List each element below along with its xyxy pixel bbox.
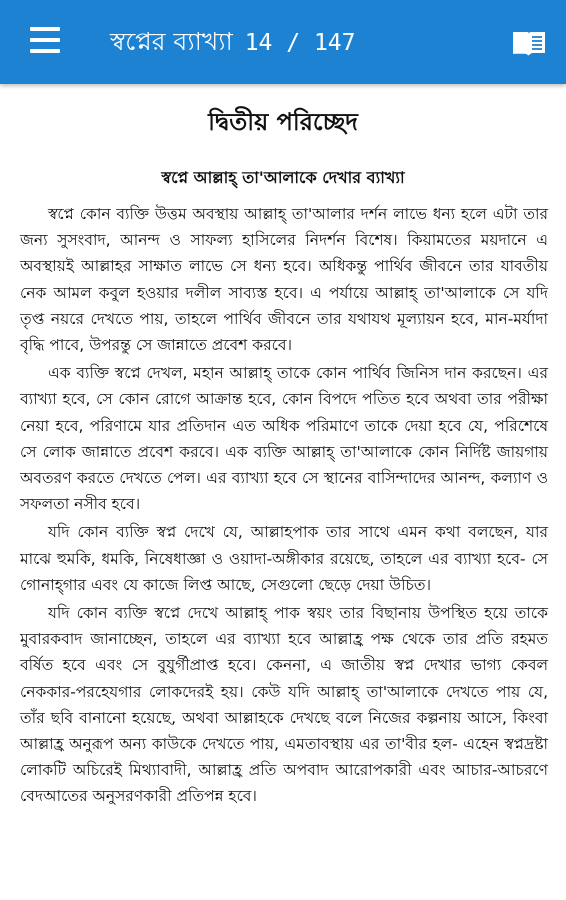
paragraph: এক ব্যক্তি স্বপ্নে দেখল, মহান আল্লাহ্ তাকে কোন পার্থিব জিনিস দান করছেন। এর ব্যাখ্যা হবে, সে কোন রোগে আক্রান্ত হবে, কোন বিপদে পতিত হবে অথবা তার পরীক্ষা নেয়া হবে, পরিণামে যার প্রতিদান এত অধিক পরিমাণে তাকে দেয়া হবে যে, পরিশেষে সে লোক জান্নাতে প্রবেশ করবে। এক ব্যক্তি আল্লাহ্ তা'আলাকে কোন নির্দিষ্ট জায়গায় অবতরণ করতে দেখতে পেল। এর ব্যাখ্যা হবে সে স্থানের বাসিন্দাদের আনন্দ, কল্যাণ ও সফলতা নসীব হবে। — [20, 364, 548, 514]
open-book-icon — [510, 26, 548, 58]
paragraph: যদি কোন ব্যক্তি স্বপ্নে দেখে আল্লাহ্ পাক স্বয়ং তার বিছানায় উপস্থিত হয়ে তাকে মুবারকবাদ জানাচ্ছেন, তাহলে এর ব্যাখ্যা হবে আল্লাহ্র পক্ষ থেকে তার প্রতি রহমত বর্ষিত হবে এবং সে বুযুর্গীপ্রাপ্ত হবে। কেননা, এ জাতীয় স্বপ্ন দেখার ভাগ্য কেবল নেককার-পরহেযগার লোকদেরই হয়। কেউ যদি আল্লাহ্ তা'আলাকে দেখতে পায় যে, তাঁর ছবি বানানো হয়েছে, অথবা আল্লাহকে দেখছে বলে নিজের কল্পনায় আসে, কিংবা আল্লাহ্র অনুরূপ অন্য কাউকে দেখতে পায়, এমতাবস্থায় এর তা'বীর হল- এহেন স্বপ্নদ্রষ্টা লোকটি অচিরেই মিথ্যাবাদী, আল্লাহ্র প্রতি অপবাদ আরোপকারী এবং আচার-আচরণে বেদআতের অনুসরণকারী প্রতিপন্ন হবে। — [20, 604, 548, 806]
chapter-title: দ্বিতীয় পরিচ্ছেদ — [208, 108, 358, 136]
app-bar — [0, 0, 566, 84]
book-button[interactable] — [510, 26, 548, 58]
body-text — [20, 201, 548, 812]
section-heading: স্বপ্নে আল্লাহ্ তা'আলাকে দেখার ব্যাখ্যা — [161, 168, 405, 187]
hamburger-menu-icon — [30, 38, 60, 42]
paragraph: স্বপ্নে কোন ব্যক্তি উত্তম অবস্থায় আল্লাহ্ তা'আলার দর্শন লাভে ধন্য হলে এটা তার জন্য সুসংবাদ, আনন্দ ও সাফল্য হাসিলের নিদর্শন বিশেষ। কিয়ামতের ময়দানে এ অবস্থায়ই আল্লাহর সাক্ষাত লাভে সে ধন্য হবে। অধিকন্তু পার্থিব জীবনে তার যাবতীয় নেক আমল কবুল হওয়ার দলীল সাব্যস্ত হবে। এ পর্যায়ে আল্লাহ্ তা'আলাকে সে যদি তৃপ্ত নয়রে দেখতে পায়, তাহলে পার্থিব জীবনে তার যথাযথ মূল্যায়ন হবে, মান-মর্যাদা বৃদ্ধি পাবে, উপরন্তু সে জান্নাতে প্রবেশ করবে। — [20, 205, 548, 355]
hamburger-menu-icon — [30, 27, 60, 31]
app-title — [110, 22, 355, 63]
page-counter: 14 / 147 — [244, 30, 356, 56]
paragraph: যদি কোন ব্যক্তি স্বপ্ন দেখে যে, আল্লাহপাক তার সাথে এমন কথা বলছেন, যার মাঝে হুমকি, ধমকি, নিষেধাজ্ঞা ও ওয়াদা-অঙ্গীকার রয়েছে, তাহলে এর ব্যাখ্যা হবে- সে গোনাহ্গার এবং যে কাজে লিপ্ত আছে, সেগুলো ছেড়ে দেয়া উচিত। — [20, 523, 548, 594]
menu-button[interactable] — [30, 27, 60, 53]
hamburger-menu-icon — [30, 49, 60, 53]
book-title: স্বপ্নের ব্যাখ্যা — [110, 27, 233, 56]
reading-pane[interactable] — [0, 84, 566, 900]
